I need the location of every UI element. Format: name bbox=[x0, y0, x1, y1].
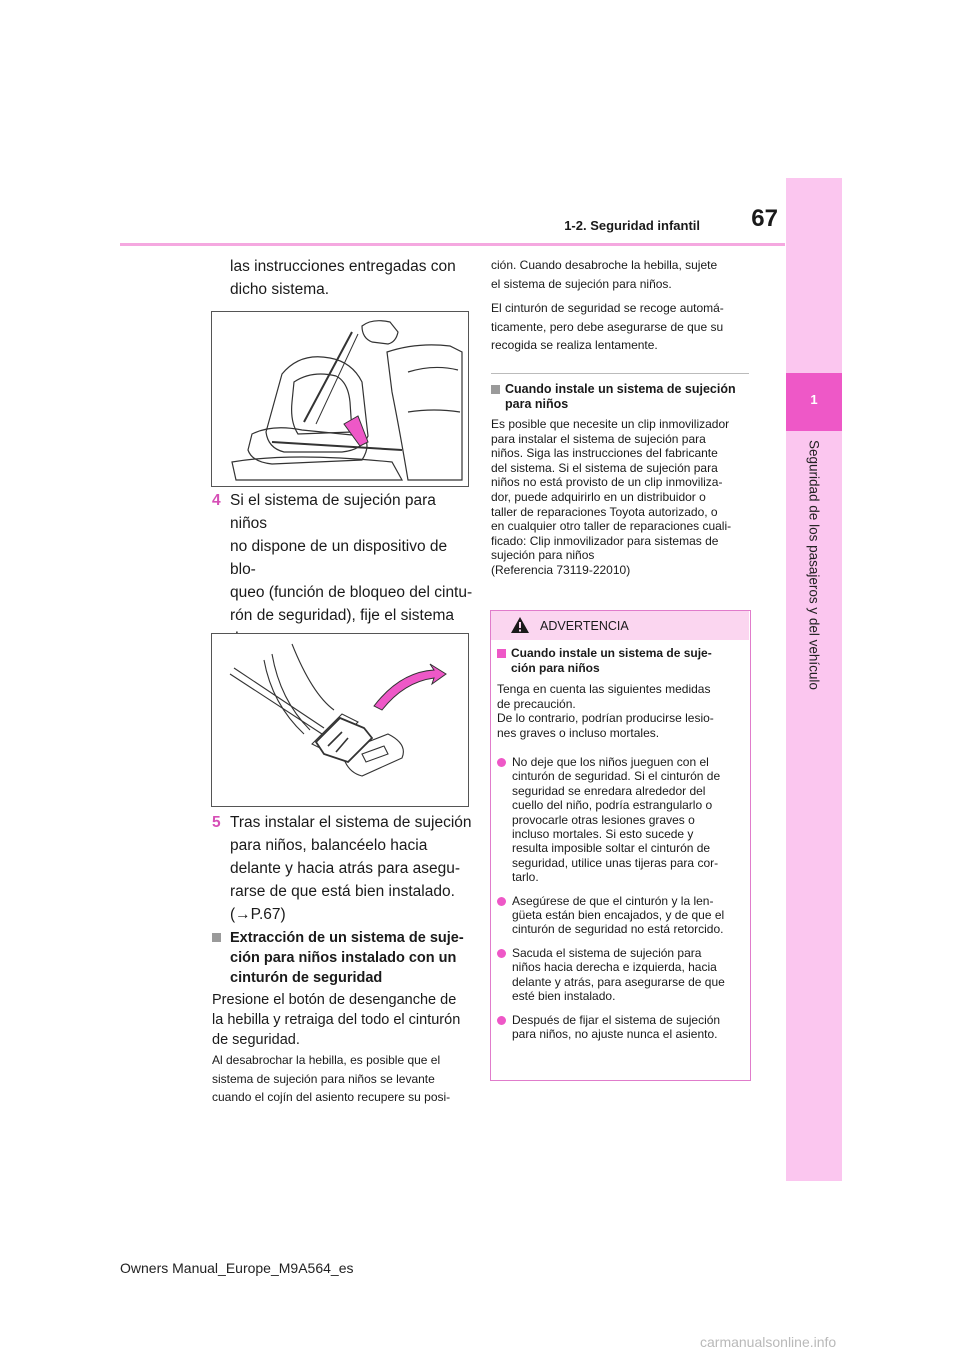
text-line: ción. Cuando desabroche la hebilla, sujete bbox=[491, 258, 718, 272]
text-line: dicho sistema. bbox=[230, 281, 330, 298]
warning-intro bbox=[497, 682, 745, 740]
section-title: 1-2. Seguridad infantil bbox=[564, 218, 700, 233]
text-line: para instalar el sistema de sujeción para bbox=[491, 431, 706, 446]
note-continuation bbox=[491, 256, 753, 293]
warning-bullet-item bbox=[497, 755, 747, 885]
footer-document-id: Owners Manual_Europe_M9A564_es bbox=[120, 1260, 354, 1276]
text-line: Cuando instale un sistema de suje- bbox=[511, 646, 712, 660]
clip-subheading bbox=[491, 382, 753, 412]
text-line: esté bien instalado. bbox=[512, 989, 616, 1004]
child-seat-illustration bbox=[211, 311, 469, 487]
text-line: rón de seguridad), fije el sistema bbox=[230, 607, 455, 624]
text-line: cinturón de seguridad. Si el cinturón de bbox=[512, 769, 721, 784]
text-line: queo (función de bloqueo del cintu- bbox=[230, 584, 473, 601]
text-line: las instrucciones entregadas con bbox=[230, 258, 456, 275]
chapter-title: Seguridad de los pasajeros y del vehículo bbox=[806, 440, 822, 690]
chapter-title-vertical bbox=[786, 440, 842, 750]
warning-bullet-item bbox=[497, 946, 747, 1004]
text-line: seguridad, utilice unas tijeras para cor- bbox=[512, 855, 719, 870]
square-bullet-icon bbox=[212, 933, 221, 942]
text-line: niños hacia derecha e izquierda, hacia bbox=[512, 960, 717, 975]
text-line: cuello del niño, podría estrangularlo o bbox=[512, 798, 713, 813]
bullet-dot-icon bbox=[497, 758, 506, 767]
warning-bullet-list bbox=[497, 755, 747, 1041]
text-line: sistema de sujeción para niños se levante bbox=[212, 1071, 435, 1086]
bullet-dot-icon bbox=[497, 1016, 506, 1025]
text-line: recogida se realiza lentamente. bbox=[491, 338, 658, 353]
bullet-dot-icon bbox=[497, 949, 506, 958]
warning-triangle-icon bbox=[510, 616, 530, 634]
child-seat-drawing bbox=[212, 312, 468, 486]
text-line: niños no está provisto de un clip inmoviliza- bbox=[491, 475, 723, 490]
text-line: rarse de que está bien instalado. bbox=[230, 883, 455, 900]
text-line: para niños bbox=[505, 397, 569, 411]
text-line: en cualquier otro taller de reparaciones cuali- bbox=[491, 519, 732, 534]
warning-bullet-item bbox=[497, 894, 747, 937]
removal-note bbox=[212, 1051, 474, 1107]
text-line: Sacuda el sistema de sujeción para bbox=[512, 945, 702, 960]
text-line: Es posible que necesite un clip inmovilizador bbox=[491, 417, 730, 431]
text-line: incluso mortales. Si esto sucede y bbox=[512, 827, 694, 842]
text-line: delante y atrás, para asegurarse de que bbox=[512, 974, 725, 989]
text-line: Extracción de un sistema de suje- bbox=[230, 930, 464, 946]
chapter-number: 1 bbox=[810, 392, 818, 407]
header-rule bbox=[120, 243, 785, 246]
clip-body bbox=[491, 417, 753, 578]
text-line: resulta imposible soltar el cinturón de bbox=[512, 841, 711, 856]
text-line: del sistema. Si el sistema de sujeción para bbox=[491, 460, 718, 475]
text-line: Presione el botón de desenganche de bbox=[212, 992, 457, 1008]
text-line: dor, puede adquirirlo en un distribuidor o bbox=[491, 489, 706, 504]
square-bullet-icon bbox=[491, 385, 500, 394]
square-bullet-icon bbox=[497, 649, 506, 658]
locking-clip-drawing bbox=[212, 634, 468, 806]
text-line: De lo contrario, podrían producirse lesio- bbox=[497, 711, 714, 726]
text-line: de seguridad. bbox=[212, 1032, 300, 1048]
text-line: de precaución. bbox=[497, 696, 576, 711]
text-line: Asegúrese de que el cinturón y la len- bbox=[512, 893, 714, 908]
removal-subheading bbox=[212, 928, 474, 988]
warning-bullet-item bbox=[497, 1013, 747, 1042]
text-line: nes graves o incluso mortales. bbox=[497, 725, 660, 740]
section-divider bbox=[491, 373, 749, 374]
text-line: para niños, balancéelo hacia bbox=[230, 837, 428, 854]
text-line: sujeción para niños bbox=[491, 548, 595, 563]
step-number: 5 bbox=[212, 814, 221, 831]
text-line: provocarle otras lesiones graves o bbox=[512, 812, 695, 827]
text-line: para niños, no ajuste nunca el asiento. bbox=[512, 1026, 718, 1041]
intro-text bbox=[230, 255, 474, 301]
text-line: güeta están bien encajados, y de que el bbox=[512, 908, 725, 923]
text-line: ción para niños instalado con un bbox=[230, 950, 457, 966]
text-line: Después de fijar el sistema de sujeción bbox=[512, 1012, 721, 1027]
warning-title: ADVERTENCIA bbox=[540, 619, 629, 633]
text-line: Si el sistema de sujeción para niños bbox=[230, 492, 436, 532]
text-line: (Referencia 73119-22010) bbox=[491, 562, 631, 577]
step-number: 4 bbox=[212, 492, 221, 509]
page-number: 67 bbox=[751, 205, 778, 232]
bullet-dot-icon bbox=[497, 897, 506, 906]
text-line: Cuando instale un sistema de sujeción bbox=[505, 382, 736, 396]
text-line: delante y hacia atrás para asegu- bbox=[230, 860, 461, 877]
page-reference-link[interactable]: (→P.67) bbox=[230, 906, 286, 923]
text-line: Tras instalar el sistema de sujeción bbox=[230, 814, 472, 831]
step-5 bbox=[212, 811, 474, 926]
text-line: ción para niños bbox=[511, 661, 600, 675]
text-line: la hebilla y retraiga del todo el cinturón bbox=[212, 1012, 461, 1028]
text-line: Tenga en cuenta las siguientes medidas bbox=[497, 682, 711, 696]
text-line: tarlo. bbox=[512, 870, 539, 885]
text-line: Al desabrochar la hebilla, es posible que el bbox=[212, 1053, 441, 1067]
text-line: seguridad se enredara alrededor del bbox=[512, 783, 706, 798]
text-line: ficado: Clip inmovilizador para sistemas de bbox=[491, 533, 719, 548]
watermark: carmanualsonline.info bbox=[700, 1334, 837, 1350]
removal-body bbox=[212, 990, 474, 1050]
text-line: niños. Siga las instrucciones del fabricante bbox=[491, 446, 718, 461]
retraction-note bbox=[491, 299, 753, 355]
warning-subheading bbox=[497, 646, 745, 676]
text-line: taller de reparaciones Toyota autorizado, o bbox=[491, 504, 718, 519]
text-line: ticamente, pero debe asegurarse de que su bbox=[491, 319, 724, 334]
text-line: No deje que los niños jueguen con el bbox=[512, 755, 709, 769]
text-line: el sistema de sujeción para niños. bbox=[491, 276, 672, 291]
text-line: cuando el cojín del asiento recupere su posi- bbox=[212, 1090, 451, 1105]
text-line: El cinturón de seguridad se recoge automá- bbox=[491, 301, 724, 315]
text-line: cinturón de seguridad no está retorcido. bbox=[512, 922, 724, 937]
text-line: cinturón de seguridad bbox=[230, 970, 383, 986]
text-line: no dispone de un dispositivo de blo- bbox=[230, 538, 448, 578]
locking-clip-illustration bbox=[211, 633, 469, 807]
